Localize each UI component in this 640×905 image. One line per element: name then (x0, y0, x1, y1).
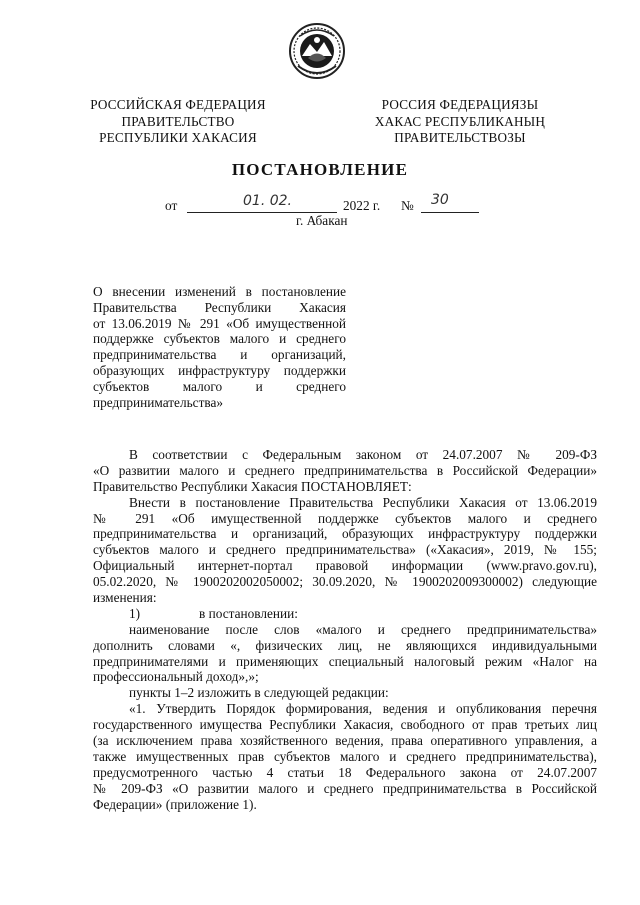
body-line: «О развитии малого и среднего предпринимательства в Российской Федерации» (93, 462, 597, 478)
handwritten-date: 01. 02. (243, 193, 292, 209)
body-line: дополнить словами «, физических лиц, не являющихся индивидуальными (93, 637, 597, 653)
body-line: пункты 1–2 изложить в следующей редакции: (129, 685, 389, 701)
body-line: «1. Утвердить Порядок формирования, ведения и опубликования перечня (129, 701, 597, 717)
subject-block (93, 284, 346, 410)
body-line: субъектов малого и среднего предпринимательства» («Хакасия», 2019, № 155; (93, 542, 597, 558)
subject-line: поддержке субъектов малого и среднего (93, 331, 346, 347)
subject-line: образующих инфраструктуру поддержки (93, 362, 346, 378)
header-right-line: ХАКАС РЕСПУБЛИКАНЫҢ (374, 113, 546, 129)
header-left-line: РОССИЙСКАЯ ФЕДЕРАЦИЯ (90, 97, 266, 112)
subject-line: от 13.06.2019 № 291 «Об имущественной (93, 315, 346, 331)
document-body (93, 447, 597, 812)
document-title: ПОСТАНОВЛЕНИЕ (231, 160, 409, 179)
body-line: предпринимательства и организаций, образующих инфраструктуру поддержки (93, 526, 597, 542)
body-line: наименование после слов «малого и среднего предпринимательства» (129, 621, 597, 637)
subject-line: Правительства Республики Хакасия (93, 299, 346, 315)
header-left-block (78, 97, 278, 147)
header-right-line: РОССИЯ ФЕДЕРАЦИЯЗЫ (381, 97, 539, 112)
subject-line: предпринимательства» (93, 394, 224, 410)
body-line: Федерации» (приложение 1). (93, 796, 257, 812)
list-item-text: в постановлении: (199, 605, 298, 621)
subject-line: предпринимательства и организаций, (93, 347, 346, 363)
number-underline (421, 198, 479, 213)
header-right-block (360, 97, 560, 147)
handwritten-number: 30 (431, 192, 449, 208)
list-item-number: 1) (129, 605, 141, 621)
body-line: (за исключением права хозяйственного ведения, права оперативного управления, а (93, 733, 597, 749)
number-sign: № (401, 198, 414, 213)
body-line: 05.02.2020, № 1900202002050002; 30.09.2020, № 1900202009300002) следующие (93, 574, 597, 590)
header-left-line: РЕСПУБЛИКИ ХАКАСИЯ (99, 130, 257, 145)
body-line: № 209-ФЗ «О развитии малого и среднего предпринимательства в Российской (93, 780, 597, 796)
body-line: государственного имущества Республики Хакасия, свободного от прав третьих лиц (93, 717, 597, 733)
body-line: Официальный интернет-портал правовой информации (www.pravo.gov.ru), (93, 558, 597, 574)
body-line: также имущественных прав субъектов малого и среднего предпринимательства), (93, 748, 597, 764)
body-line: № 291 «Об имущественной поддержке субъектов малого и среднего (93, 510, 597, 526)
body-line: предпринимателями и применяющих специальный налоговый режим «Налог на (93, 653, 597, 669)
body-line: изменения: (93, 590, 157, 606)
date-year: 2022 г. (343, 198, 381, 213)
header-right-line: ПРАВИТЕЛЬСТВОЗЫ (394, 130, 526, 145)
date-prefix: от (165, 198, 178, 213)
coat-of-arms-emblem (288, 22, 346, 80)
header-left-line: ПРАВИТЕЛЬСТВО (121, 113, 235, 129)
body-line: предусмотренного частью 4 статьи 18 Федерального закона от 24.07.2007 (93, 764, 597, 780)
body-line: Внести в постановление Правительства Республики Хакасия от 13.06.2019 (129, 494, 597, 510)
body-line: В соответствии с Федеральным законом от 24.07.2007 № 209-ФЗ (129, 447, 597, 462)
body-line: Правительство Республики Хакасия ПОСТАНОВЛЯЕТ: (93, 478, 412, 494)
list-item-1 (93, 606, 597, 622)
city-name: г. Абакан (296, 213, 348, 228)
body-line: профессиональный доход»,»; (93, 669, 259, 685)
subject-line: субъектов малого и среднего (93, 378, 346, 394)
subject-line: О внесении изменений в постановление (93, 284, 346, 299)
